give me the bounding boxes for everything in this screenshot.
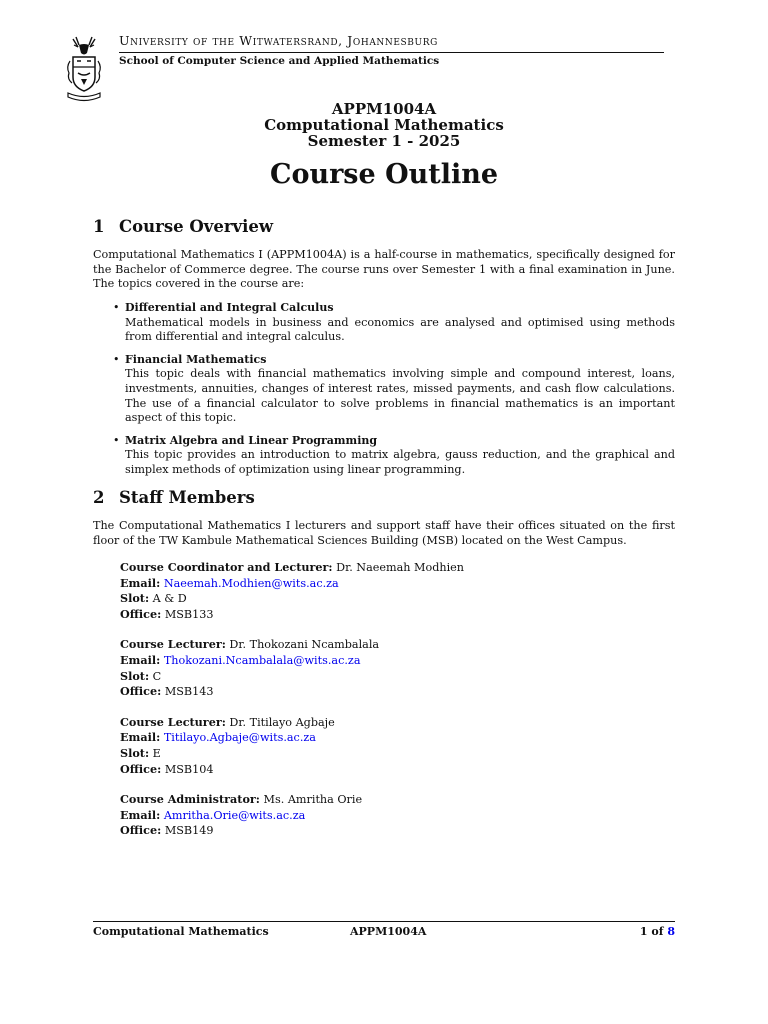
page-total-link[interactable]: 8 <box>667 925 675 938</box>
university-name: University of the Witwatersrand, Johannesburg <box>119 33 664 53</box>
section-title: Course Overview <box>119 217 274 236</box>
university-crest-logo <box>64 33 104 103</box>
school-name: School of Computer Science and Applied Mathematics <box>119 55 440 67</box>
bullet-icon: • <box>113 352 120 366</box>
page-current: 1 <box>639 925 648 938</box>
staff-name: Dr. Naeemah Modhien <box>336 561 465 574</box>
email-label: Email: <box>120 575 161 590</box>
email-label: Email: <box>120 730 161 745</box>
staff-entry <box>120 792 620 839</box>
email-link[interactable]: Naeemah.Modhien@wits.ac.za <box>163 576 339 590</box>
document-title: Course Outline <box>269 159 499 190</box>
staff-role: Course Coordinator and Lecturer: <box>120 560 333 574</box>
course-overview-intro: Computational Mathematics I (APPM1004A) is a half-course in mathematics, specifically designed for the Bachelor of Commerce degree. The course runs over Semester 1 with a final examination in June. The topics covered in the course are: <box>93 248 675 291</box>
topic-title: Financial Mathematics <box>125 352 267 366</box>
office-value: MSB104 <box>164 762 214 776</box>
email-link[interactable]: Amritha.Orie@wits.ac.za <box>163 808 306 822</box>
topic-title: Matrix Algebra and Linear Programming <box>125 433 378 447</box>
staff-role: Course Lecturer: <box>120 714 226 729</box>
topic-description: This topic deals with financial mathematics involving simple and compound interest, loans, investments, annuities, changes of interest rates, missed payments, and cash flow calculations. The use of a financial calculator to solve problems in financial mathematics is an important aspect of this topic. <box>125 367 675 425</box>
section-heading-course-overview <box>93 217 273 237</box>
page-number <box>640 925 675 939</box>
bullet-icon: • <box>113 301 120 314</box>
email-label: Email: <box>120 652 161 667</box>
semester: Semester 1 - 2025 <box>307 132 461 150</box>
slot-value: A & D <box>152 592 187 606</box>
topic-description: This topic provides an introduction to matrix algebra, gauss reduction, and the graphical and simplex methods of optimization using linear programming. <box>125 448 675 476</box>
staff-entry <box>120 715 620 777</box>
section-heading-staff-members <box>93 488 255 508</box>
email-label: Email: <box>120 807 161 822</box>
office-value: MSB149 <box>164 824 214 838</box>
office-label: Office: <box>120 684 162 699</box>
section-number: 2 <box>93 488 105 507</box>
staff-name: Dr. Thokozani Ncambalala <box>229 638 380 652</box>
title-block <box>0 101 768 191</box>
staff-entry <box>120 637 620 699</box>
footer-course-code: APPM1004A <box>350 925 427 938</box>
topic-title: Differential and Integral Calculus <box>125 301 334 314</box>
office-value: MSB133 <box>164 607 214 621</box>
staff-name: Dr. Titilayo Agbaje <box>229 715 335 729</box>
staff-role: Course Lecturer: <box>120 637 226 652</box>
page-of: of <box>651 925 664 938</box>
staff-name: Ms. Amritha Orie <box>263 793 363 807</box>
office-value: MSB143 <box>164 685 214 699</box>
slot-value: C <box>152 669 162 683</box>
slot-label: Slot: <box>120 668 150 683</box>
staff-list <box>120 560 620 854</box>
topic-description: Mathematical models in business and economics are analysed and optimised using methods from differential and integral calculus. <box>125 315 675 344</box>
bullet-icon: • <box>113 433 120 447</box>
staff-role: Course Administrator: <box>120 792 260 807</box>
slot-label: Slot: <box>120 591 150 606</box>
topics-list <box>113 301 675 486</box>
office-label: Office: <box>120 606 162 621</box>
list-item <box>113 353 675 426</box>
section-title: Staff Members <box>119 488 255 507</box>
office-label: Office: <box>120 823 162 838</box>
course-code: APPM1004A <box>331 100 437 118</box>
course-name: Computational Mathematics <box>264 116 504 134</box>
footer-course-name: Computational Mathematics <box>93 925 269 938</box>
list-item <box>113 434 675 478</box>
slot-label: Slot: <box>120 745 150 760</box>
staff-intro: The Computational Mathematics I lecturers and support staff have their offices situated on the first floor of the TW Kambule Mathematical Sciences Building (MSB) located on the West Campus. <box>93 519 675 547</box>
office-label: Office: <box>120 761 162 776</box>
email-link[interactable]: Titilayo.Agbaje@wits.ac.za <box>163 731 316 745</box>
email-link[interactable]: Thokozani.Ncambalala@wits.ac.za <box>163 653 361 667</box>
footer-divider <box>93 921 675 922</box>
slot-value: E <box>152 746 161 760</box>
section-number: 1 <box>93 217 105 236</box>
list-item <box>113 301 675 345</box>
staff-entry <box>120 560 620 622</box>
